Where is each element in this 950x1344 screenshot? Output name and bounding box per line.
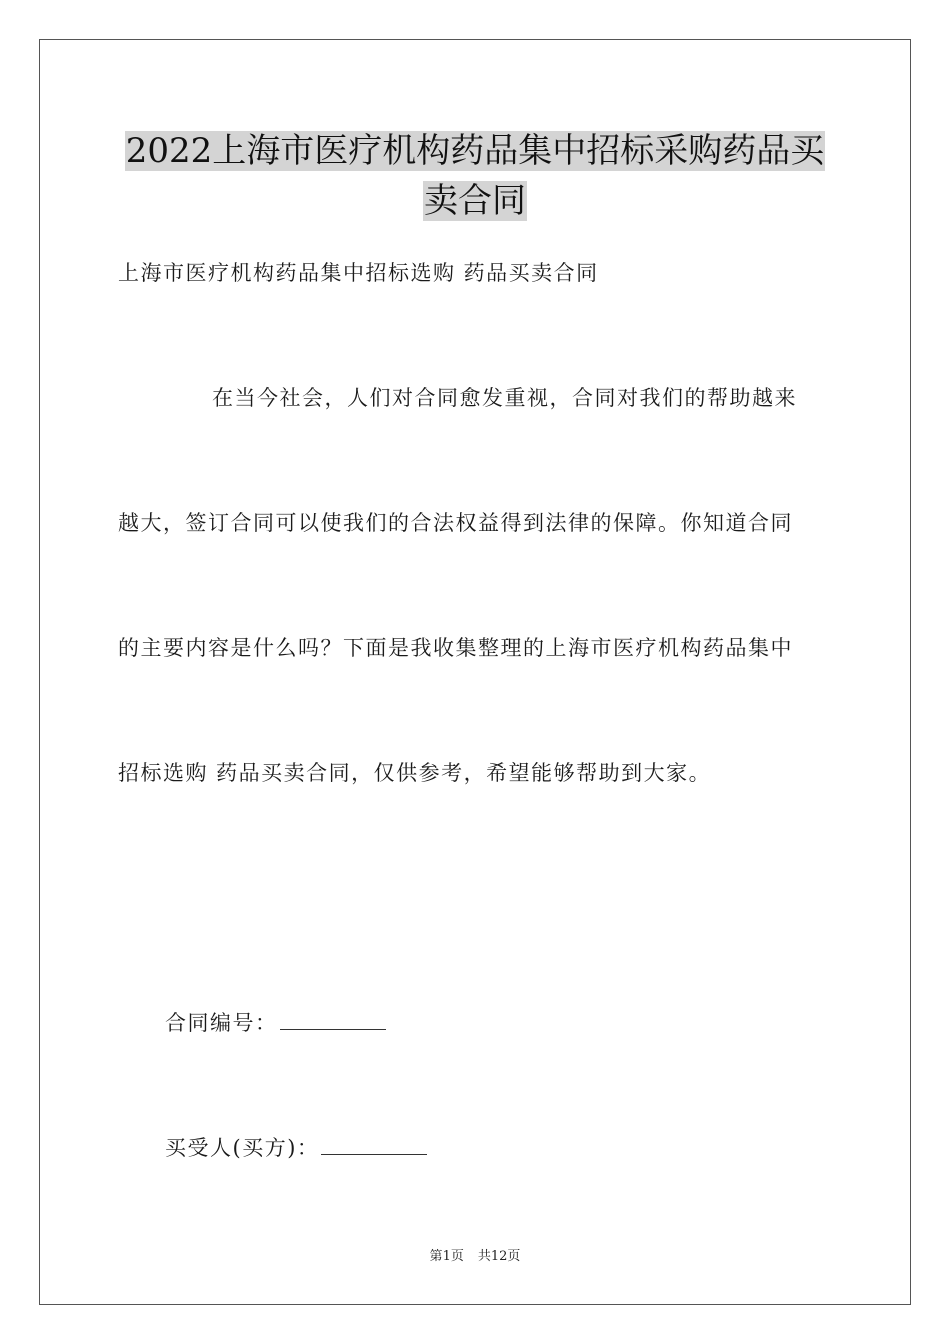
total-suffix: 页	[507, 1249, 521, 1264]
document-subtitle: 上海市医疗机构药品集中招标选购 药品买卖合同	[118, 261, 599, 285]
total-prefix: 共	[477, 1249, 491, 1264]
intro-paragraph-line-3: 的主要内容是什么吗？下面是我收集整理的上海市医疗机构药品集中	[118, 636, 793, 660]
document-title-line-1	[100, 126, 850, 176]
intro-paragraph-line-2: 越大，签订合同可以使我们的合法权益得到法律的保障。你知道合同	[118, 511, 793, 535]
page-footer	[0, 1247, 950, 1267]
intro-paragraph-line-1: 在当今社会，人们对合同愈发重视，合同对我们的帮助越来	[212, 386, 797, 410]
document-title-text-1: 2022上海市医疗机构药品集中招标采购药品买	[125, 131, 825, 171]
buyer-blank	[321, 1136, 427, 1155]
buyer-field	[165, 1133, 427, 1163]
contract-number-label: 合同编号：	[165, 1011, 278, 1035]
contract-number-blank	[280, 1011, 386, 1030]
page-suffix: 页	[450, 1249, 464, 1264]
intro-paragraph-line-4: 招标选购 药品买卖合同，仅供参考，希望能够帮助到大家。	[118, 761, 712, 785]
document-title-text-2: 卖合同	[424, 181, 526, 221]
page-prefix: 第	[429, 1249, 443, 1264]
buyer-label: 买受人(买方)：	[165, 1136, 320, 1160]
page-border	[39, 39, 911, 1305]
page-current: 1	[442, 1249, 451, 1264]
contract-number-field	[165, 1008, 386, 1038]
document-title-line-2	[100, 176, 850, 226]
page-total: 12	[490, 1249, 508, 1264]
